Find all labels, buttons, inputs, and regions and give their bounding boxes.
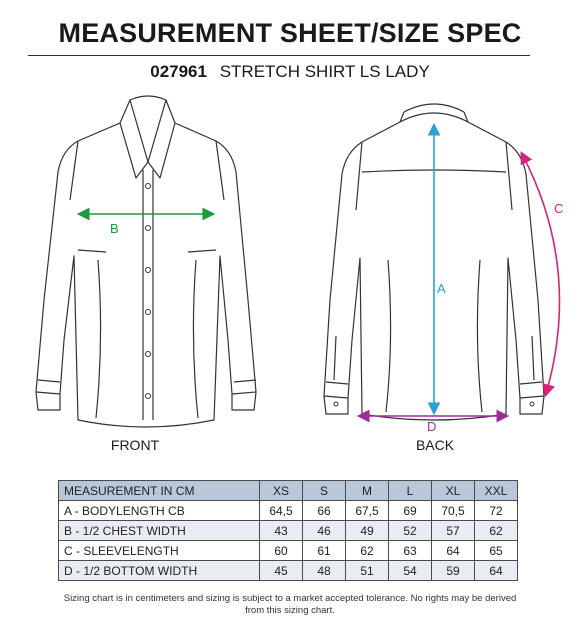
table-cell: 66 xyxy=(303,501,346,521)
table-row xyxy=(59,541,518,561)
table-cell: 57 xyxy=(432,521,475,541)
table-row xyxy=(59,561,518,581)
table-cell: 64,5 xyxy=(260,501,303,521)
table-row xyxy=(59,501,518,521)
back-view-label: BACK xyxy=(415,437,455,453)
table-cell: 59 xyxy=(432,561,475,581)
header-measurement: MEASUREMENT IN CM xyxy=(59,481,260,501)
table-cell: 43 xyxy=(260,521,303,541)
front-view-label: FRONT xyxy=(110,437,160,453)
table-cell: 62 xyxy=(475,521,518,541)
table-cell: 61 xyxy=(303,541,346,561)
table-cell: 72 xyxy=(475,501,518,521)
table-header-row xyxy=(59,481,518,501)
page-title: MEASUREMENT SHEET/SIZE SPEC xyxy=(58,18,522,48)
marker-c: C xyxy=(554,201,564,216)
header-size-xxl: XXL xyxy=(475,481,518,501)
table-cell: 46 xyxy=(303,521,346,541)
header-size-l: L xyxy=(389,481,432,501)
table-cell: 51 xyxy=(346,561,389,581)
table-cell: 62 xyxy=(346,541,389,561)
table-cell: 63 xyxy=(389,541,432,561)
product-code: 027961 xyxy=(150,62,207,81)
table-cell: 70,5 xyxy=(432,501,475,521)
row-label: A - BODYLENGTH CB xyxy=(59,501,260,521)
table-cell: 45 xyxy=(260,561,303,581)
header-size-s: S xyxy=(303,481,346,501)
front-buttons xyxy=(146,184,151,399)
marker-b: B xyxy=(110,221,119,236)
table-cell: 52 xyxy=(389,521,432,541)
row-label: C - SLEEVELENGTH xyxy=(59,541,260,561)
header-size-xl: XL xyxy=(432,481,475,501)
product-name: STRETCH SHIRT LS LADY xyxy=(219,62,430,81)
front-shirt-drawing xyxy=(36,96,256,427)
header-size-m: M xyxy=(346,481,389,501)
row-label: D - 1/2 BOTTOM WIDTH xyxy=(59,561,260,581)
table-cell: 64 xyxy=(475,561,518,581)
marker-d: D xyxy=(427,419,437,434)
table-cell: 67,5 xyxy=(346,501,389,521)
table-cell: 64 xyxy=(432,541,475,561)
table-row xyxy=(59,521,518,541)
marker-a: A xyxy=(437,281,446,296)
table-cell: 60 xyxy=(260,541,303,561)
table-cell: 48 xyxy=(303,561,346,581)
sizing-disclaimer: Sizing chart is in centimeters and sizing is subject to a market accepted tolerance. No rights may be derived from this sizing chart. xyxy=(63,593,517,616)
size-spec-table xyxy=(58,480,518,581)
table-cell: 49 xyxy=(346,521,389,541)
table-cell: 54 xyxy=(389,561,432,581)
table-cell: 69 xyxy=(389,501,432,521)
row-label: B - 1/2 CHEST WIDTH xyxy=(59,521,260,541)
header-size-xs: XS xyxy=(260,481,303,501)
table-cell: 65 xyxy=(475,541,518,561)
